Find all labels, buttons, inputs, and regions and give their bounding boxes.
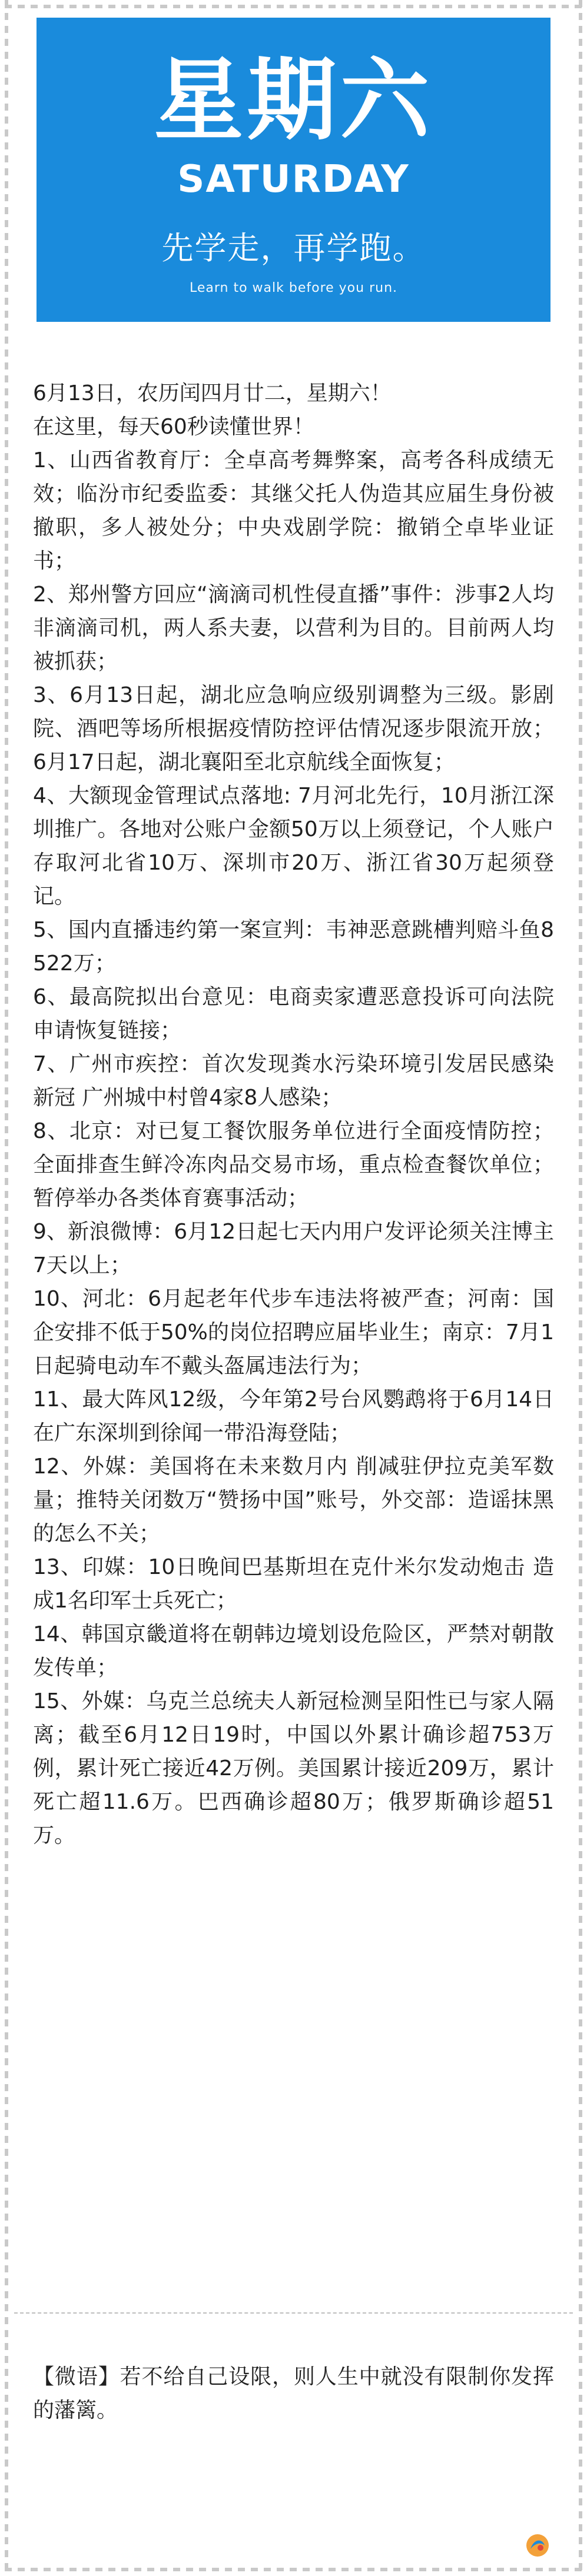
banner-title: 星期六 [154,48,433,152]
top-dashed-border [5,5,582,8]
news-item: 15、外媒：乌克兰总统夫人新冠检测呈阳性已与家人隔离；截至6月12日19时，中国以外累计确诊超753万例，累计死亡接近42万例。美国累计接近209万，累计死亡超11.6万。巴西确诊超80万；俄罗斯确诊超51万。 [33,1689,554,1848]
banner-slogan-english: Learn to walk before you run. [189,281,398,295]
news-item: 2、郑州警方回应“滴滴司机性侵直播”事件：涉事2人均非滴滴司机，两人系夫妻，以营利为目的。目前两人均被抓获； [33,583,554,674]
intro-date-line: 6月13日，农历闰四月廿二，星期六！ [33,381,392,405]
news-item: 4、大额现金管理试点落地: 7月河北先行，10月浙江深圳推广。各地对公账户金额50万以上须登记，个人账户存取河北省10万、深圳市20万、浙江省30万起须登记。 [33,784,554,908]
news-item: 14、韩国京畿道将在朝韩边境划设危险区，严禁对朝散发传单； [33,1622,554,1680]
bottom-dashed-border [5,2568,582,2571]
news-item: 10、河北：6月起老年代步车违法将被严查；河南：国企安排不低于50%的岗位招聘应届毕业生；南京：7月1日起骑电动车不戴头盔属违法行为； [33,1287,554,1378]
intro-tagline: 在这里，每天60秒读懂世界！ [33,415,314,439]
news-item: 13、印媒：10日晚间巴基斯坦在克什米尔发动炮击 造成1名印军士兵死亡； [33,1555,554,1613]
news-item: 12、外媒：美国将在未来数月内 削减驻伊拉克美军数量；推特关闭数万“赞扬中国”账号，外交部：造谣抹黑的怎么不关； [33,1455,554,1546]
news-item: 11、最大阵风12级，今年第2号台风鹦鹉将于6月14日在广东深圳到徐闻一带沿海登陆； [33,1387,554,1445]
banner-slogan: 先学走，再学跑。 [161,229,426,267]
daily-motto: 【微语】若不给自己设限，则人生中就没有限制你发挥的藩篱。 [33,2365,554,2422]
news-item: 1、山西省教育厅：全卓高考舞弊案，高考各科成绩无效；临汾市纪委监委：其继父托人伪造其应届生身份被撤职，多人被处分；中央戏剧学院：撤销仝卓毕业证书； [33,448,554,573]
source-logo-icon [525,2532,550,2558]
banner-subtitle: SATURDAY [177,158,410,201]
news-item: 9、新浪微博：6月12日起七天内用户发评论须关注博主7天以上； [33,1220,554,1277]
section-divider [14,2312,573,2314]
news-item: 5、国内直播违约第一案宣判：韦神恶意跳槽判赔斗鱼8522万； [33,918,554,976]
news-item: 3、6月13日起，湖北应急响应级别调整为三级。影剧院、酒吧等场所根据疫情防控评估情况逐步限流开放；6月17日起，湖北襄阳至北京航线全面恢复； [33,683,554,774]
news-item: 7、广州市疾控：首次发现粪水污染环境引发居民感染新冠 广州城中村曾4家8人感染； [33,1052,554,1110]
header-banner [37,18,550,322]
news-item: 6、最高院拟出台意见：电商卖家遭恶意投诉可向法院申请恢复链接； [33,985,554,1043]
news-item: 8、北京：对已复工餐饮服务单位进行全面疫情防控；全面排查生鲜冷冻肉品交易市场，重点检查餐饮单位；暂停举办各类体育赛事活动； [33,1119,554,1210]
left-dashed-border [5,0,8,2576]
right-dashed-border [579,0,582,2576]
news-content [33,377,554,1852]
